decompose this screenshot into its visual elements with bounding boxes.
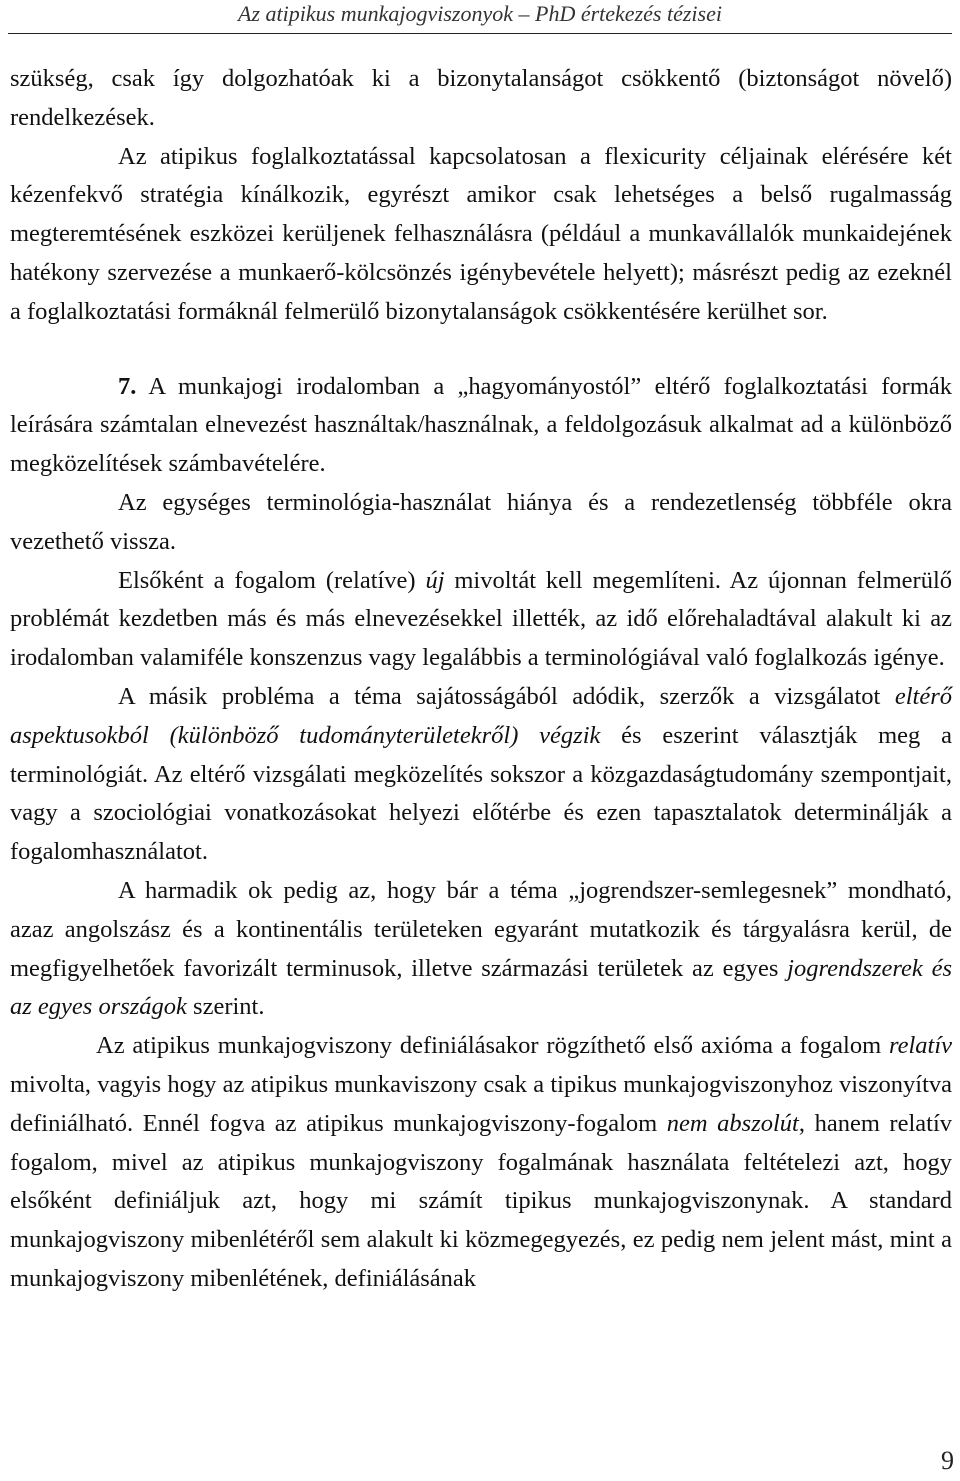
paragraph-section-7 <box>10 368 952 484</box>
paragraph-flexicurity: Az atipikus foglalkoztatással kapcsolatosan a flexicurity céljainak elérésére két kézenfekvő stratégia kínálkozik, egyrészt amikor csak lehetséges a belső rugalmasság megteremtésének eszközei kerüljenek felhasználásra (például a munkavállalók munkaidejének hatékony szervezése a munkaerő-kölcsönzés igénybevétele helyett); másrészt pedig az ezeknél a foglalkoztatási formáknál felmerülő bizonytalanságok csökkentésére kerülhet sor. <box>10 142 952 325</box>
text-run: mivoltát kell megemlíteni. Az újonnan felmerülő problémát kezdetben más és más elnevezésekkel illették, az idő előrehaladtával alakult ki az irodalomban valamiféle konszenzus vagy legalábbis a terminológiával való foglalkozás igénye. <box>10 566 953 672</box>
document-body <box>10 60 952 1299</box>
text-run: A másik probléma a téma sajátosságából adódik, szerzők a vizsgálatot <box>118 682 895 710</box>
paragraph-continuation: szükség, csak így dolgozhatóak ki a bizonytalanságot csökkentő (biztonságot növelő) rendelkezések. <box>10 65 952 131</box>
text-run: Az atipikus munkajogviszony definiálásakor rögzíthető első axióma a fogalom <box>96 1032 889 1060</box>
emphasis-text: eltérő aspektusokból (különböző tudományterületekről) végzik <box>10 682 952 749</box>
running-header: Az atipikus munkajogviszonyok – PhD értekezés tézisei <box>238 1 722 26</box>
paragraph-axiom <box>10 1027 952 1299</box>
text-run: , hanem relatív fogalom, mivel az atipikus munkajogviszony fogalmának használata feltételezi azt, hogy elsőként definiáljuk azt, hogy mi számít tipikus munkajogviszonynak. A standard munkajogviszony mibenlétéről sem alakult ki közmegegyezés, ez pedig nem jelent mást, mint a munkajogviszony mibenlétének, definiálásának <box>10 1109 953 1292</box>
paragraph-first-reason <box>10 562 952 678</box>
section-7-text: A munkajogi irodalomban a „hagyományostól” eltérő foglalkoztatási formák leírására számtalan elnevezést használtak/használnak, a feldolgozásuk alkalmat ad a különböző megközelítések számbavételére. <box>10 372 952 478</box>
emphasis-text: jogrendszerek és az egyes országok <box>10 954 952 1021</box>
section-number: 7. <box>118 372 137 400</box>
text-run: mivolta, vagyis hogy az atipikus munkaviszony csak a tipikus munkajogviszonyhoz viszonyítva definiálható. Ennél fogva az atipikus munkajogviszony-fogalom <box>10 1070 952 1137</box>
text-run: szerint. <box>186 993 265 1021</box>
emphasis-text: nem abszolút <box>666 1109 799 1137</box>
emphasis-text: relatív <box>888 1032 952 1060</box>
paragraph-second-reason <box>10 678 952 872</box>
paragraph-third-reason <box>10 872 952 1027</box>
text-run: A harmadik ok pedig az, hogy bár a téma „jogrendszer-semlegesnek” mondható, azaz angolszász és a kontinentális területeken egyaránt mutatkozik és tárgyalásra kerül, de megfigyelhetőek favorizált terminusok, illetve származási területek az egyes <box>10 876 952 982</box>
text-run: és eszerint választják meg a terminológiát. Az eltérő vizsgálati megközelítés sokszor a közgazdaságtudomány szempontjait, vagy a szociológiai vonatkozásokat helyezi előtérbe és ezen tapasztalatok determinálják a fogalomhasználatot. <box>10 721 952 866</box>
paragraph-terminology: Az egységes terminológia-használat hiánya és a rendezetlenség többféle okra vezethető vissza. <box>10 488 952 555</box>
page-number: 9 <box>941 1446 954 1475</box>
emphasis-text: új <box>425 566 445 594</box>
header-rule <box>8 33 952 34</box>
text-run: Elsőként a fogalom (relatíve) <box>118 566 426 594</box>
